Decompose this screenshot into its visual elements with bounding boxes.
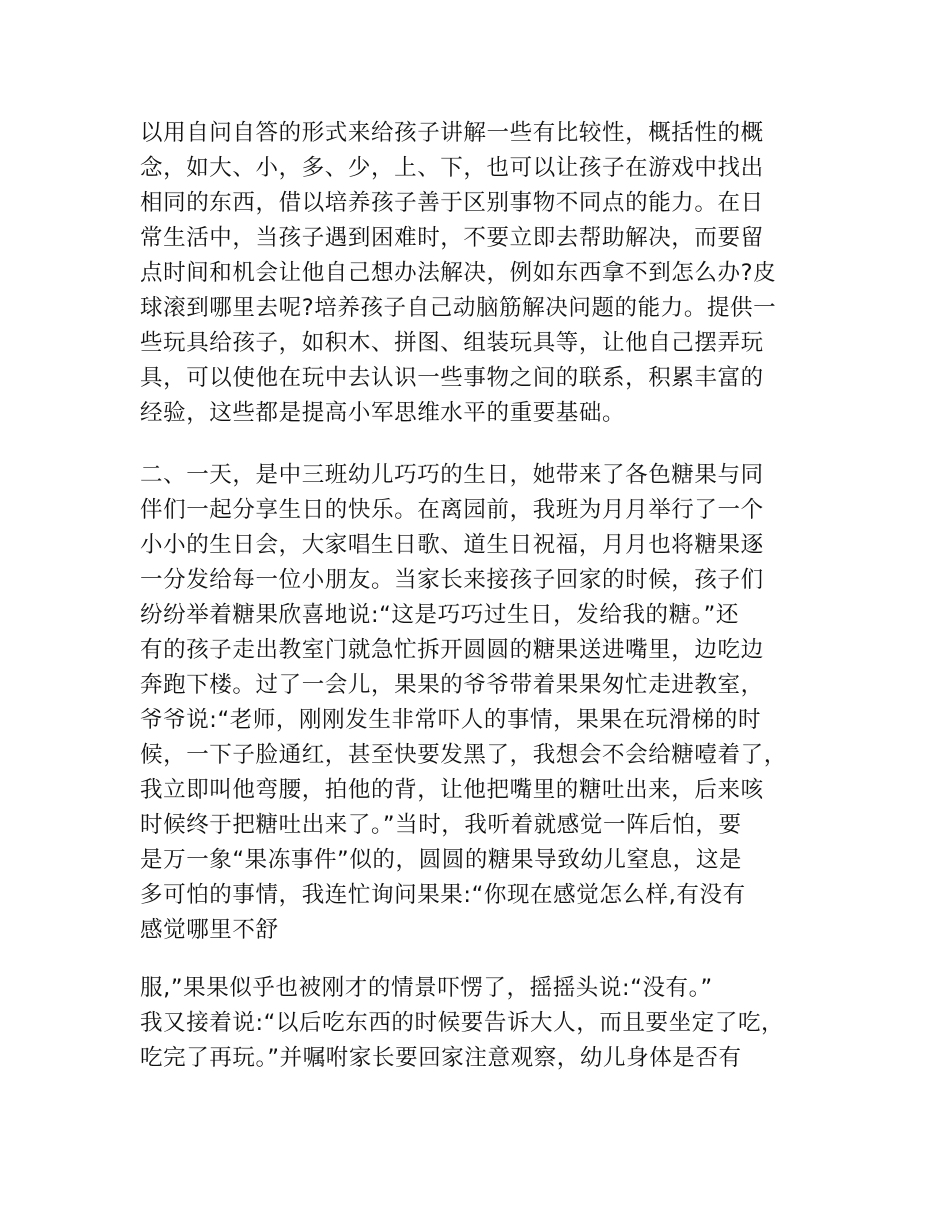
text-line: 吃完了再玩。”并嘱咐家长要回家注意观察，幼儿身体是否有 — [140, 1045, 742, 1071]
text-line: 多可怕的事情，我连忙询问果果:“你现在感觉怎么样,有没有 — [140, 882, 746, 908]
text-line: 具，可以使他在玩中去认识一些事物之间的联系，积累丰富的 — [140, 365, 764, 391]
text-line: 有的孩子走出教室门就急忙拆开圆圆的糖果送进嘴里，边吃边 — [140, 637, 764, 663]
text-line: 相同的东西，借以培养孩子善于区别事物不同点的能力。在日 — [140, 190, 764, 216]
paragraph-3 — [140, 971, 830, 1076]
text-line: 球滚到哪里去呢?培养孩子自己动脑筋解决问题的能力。提供一 — [140, 295, 777, 321]
text-line: 时候终于把糖吐出来了。”当时，我听着就感觉一阵后怕，要 — [140, 812, 742, 838]
text-line: 常生活中，当孩子遇到困难时，不要立即去帮助解决，而要留 — [140, 225, 764, 251]
text-line: 一分发给每一位小朋友。当家长来接孩子回家的时候，孩子们 — [140, 567, 764, 593]
paragraph-1 — [140, 116, 830, 431]
text-line: 奔跑下楼。过了一会儿，果果的爷爷带着果果匆忙走进教室， — [140, 672, 764, 698]
text-line: 我立即叫他弯腰，拍他的背，让他把嘴里的糖吐出来，后来咳 — [140, 777, 764, 803]
text-line: 是万一象“果冻事件”似的，圆圆的糖果导致幼儿窒息，这是 — [140, 847, 743, 873]
text-line: 感觉哪里不舒 — [140, 917, 279, 943]
text-line: 候，一下子脸通红，甚至快要发黑了，我想会不会给糖噎着了， — [140, 742, 787, 768]
text-line: 爷爷说:“老师，刚刚发生非常吓人的事情，果果在玩滑梯的时 — [140, 707, 762, 733]
text-line: 纷纷举着糖果欣喜地说:“这是巧巧过生日，发给我的糖。”还 — [140, 602, 739, 628]
text-line: 点时间和机会让他自己想办法解决，例如东西拿不到怎么办?皮 — [140, 260, 777, 286]
text-line: 我又接着说:“以后吃东西的时候要告诉大人，而且要坐定了吃， — [140, 1010, 785, 1036]
text-line: 念，如大、小，多、少，上、下，也可以让孩子在游戏中找出 — [140, 155, 764, 181]
text-line: 伴们一起分享生日的快乐。在离园前，我班为月月举行了一个 — [140, 497, 764, 523]
text-line: 以用自问自答的形式来给孩子讲解一些有比较性，概括性的概 — [140, 120, 764, 146]
text-line: 小小的生日会，大家唱生日歌、道生日祝福，月月也将糖果逐 — [140, 532, 764, 558]
paragraph-2 — [140, 458, 830, 948]
text-line: 服,”果果似乎也被刚才的情景吓愣了，摇摇头说:“没有。” — [140, 975, 713, 1001]
text-line: 二、一天，是中三班幼儿巧巧的生日，她带来了各色糖果与同 — [140, 462, 764, 488]
text-line: 经验，这些都是提高小军思维水平的重要基础。 — [140, 400, 626, 426]
text-line: 些玩具给孩子，如积木、拼图、组装玩具等，让他自己摆弄玩 — [140, 330, 764, 356]
